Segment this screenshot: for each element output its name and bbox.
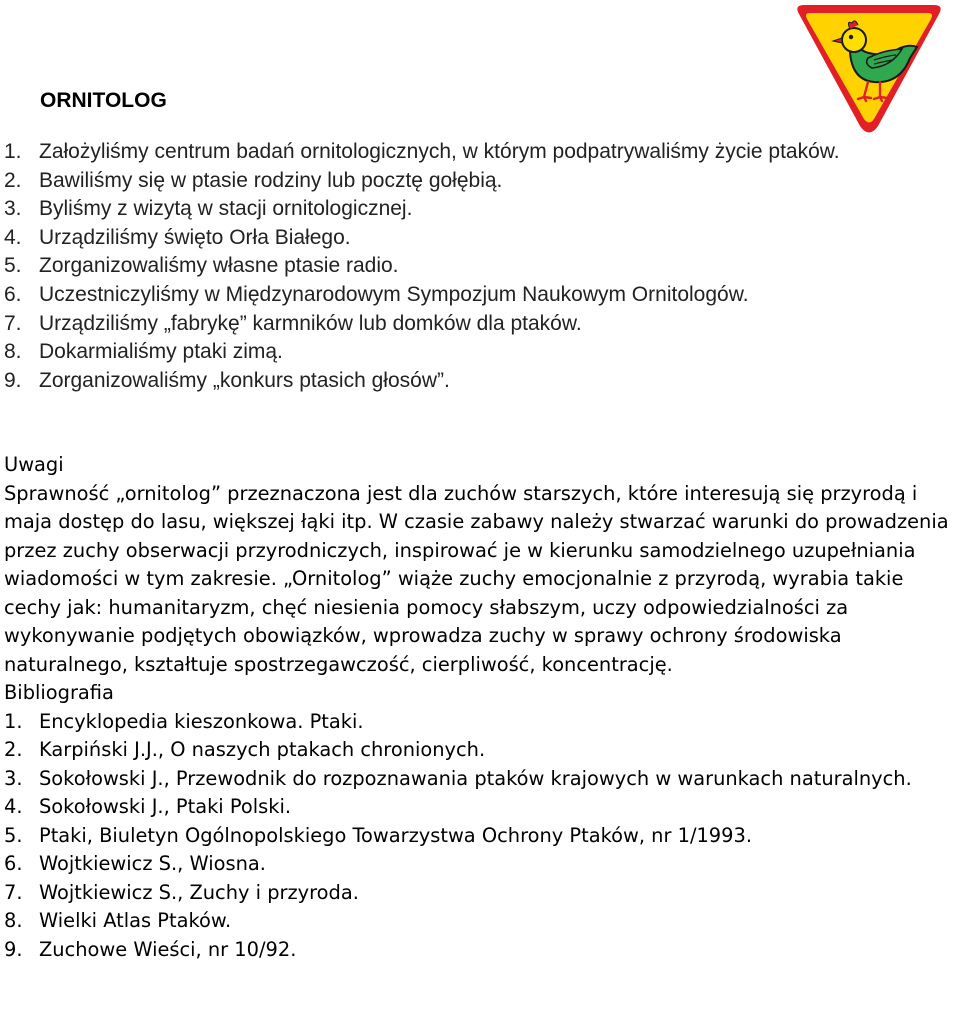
bibliography-text: Encyklopedia kieszonkowa. Ptaki.: [39, 709, 364, 733]
notes-heading: Uwagi: [4, 453, 64, 476]
bibliography-number: 2.: [4, 738, 23, 761]
list-item-number: 4.: [4, 225, 22, 249]
list-item-text: Bawiliśmy się w ptasie rodziny lub pocztę gołębią.: [39, 168, 503, 192]
list-item-number: 3.: [4, 197, 22, 221]
bibliography-item: [4, 736, 960, 765]
bibliography-text: Zuchowe Wieści, nr 10/92.: [39, 937, 297, 961]
list-item-number: 5.: [4, 254, 22, 278]
bibliography-text: Wielki Atlas Ptaków.: [39, 909, 232, 932]
notes-text: Sprawność „ornitolog” przeznaczona jest dla zuchów starszych, które interesują się przyrodą i maja dostęp do lasu, większej łąki itp. W czasie zabawy należy stwarzać warunki do prowadzenia przez zuchy obserwacji przyrodniczych, inspirować je w kierunku samodzielnego uzupełniania wiadomości w tym zakresie. „Ornitolog” wiąże zuchy emocjonalnie z przyrodą, wyrabia takie cechy jak: humanitaryzm, chęć niesienia pomocy słabszym, uczy odpowiedzialności za wykonywanie podjętych obowiązków, wprowadza zuchy w sprawy ochrony środowiska naturalnego, kształtuje spostrzegawczość, cierpliwość, koncentrację.: [4, 481, 949, 676]
bibliography-number: 8.: [4, 909, 23, 932]
list-item: [4, 252, 924, 281]
bibliography-item: [4, 879, 960, 908]
list-item: [4, 367, 924, 396]
list-item: [4, 281, 924, 310]
list-item: [4, 195, 924, 224]
list-item-number: 2.: [4, 168, 22, 192]
bibliography-item: [4, 822, 960, 851]
bibliography-item: [4, 907, 960, 936]
bibliography-number: 3.: [4, 766, 23, 790]
ornitolog-badge-bird-icon: [792, 2, 946, 136]
list-item: [4, 338, 924, 367]
list-item: [4, 167, 924, 196]
bibliography-item: [4, 850, 960, 879]
list-item-number: 1.: [4, 140, 22, 163]
bibliography-text: Sokołowski J., Ptaki Polski.: [39, 795, 291, 818]
bibliography-item: [4, 708, 960, 737]
bibliography-number: 7.: [4, 880, 23, 904]
list-item-number: 6.: [4, 282, 22, 306]
bibliography-text: Karpiński J.J., O naszych ptakach chronionych.: [39, 738, 486, 761]
list-item-text: Urządziliśmy święto Orła Białego.: [39, 225, 351, 249]
bibliography-number: 1.: [4, 709, 23, 733]
bibliography-number: 6.: [4, 852, 23, 875]
bibliography-number: 4.: [4, 795, 23, 818]
list-item-text: Byliśmy z wizytą w stacji ornitologicznej.: [39, 197, 413, 221]
list-item-text: Zorganizowaliśmy „konkurs ptasich głosów”.: [39, 368, 450, 392]
achievements-list: [4, 138, 924, 395]
list-item: [4, 224, 924, 253]
list-item-number: 7.: [4, 311, 22, 335]
list-item-text: Zorganizowaliśmy własne ptasie radio.: [39, 254, 399, 278]
bibliography-text: Ptaki, Biuletyn Ogólnopolskiego Towarzystwa Ochrony Ptaków, nr 1/1993.: [39, 823, 752, 847]
list-item-number: 9.: [4, 368, 22, 392]
list-item-text: Urządziliśmy „fabrykę” karmników lub domków dla ptaków.: [39, 311, 582, 335]
bibliography-item: [4, 765, 960, 794]
list-item-number: 8.: [4, 340, 22, 364]
bibliography-number: 9.: [4, 937, 23, 961]
bibliography-text: Wojtkiewicz S., Wiosna.: [39, 852, 266, 875]
list-item-text: Założyliśmy centrum badań ornitologicznych, w którym podpatrywaliśmy życie ptaków.: [39, 140, 840, 163]
bibliography-number: 5.: [4, 823, 23, 847]
notes-and-bibliography: [4, 451, 960, 964]
list-item-text: Uczestniczyliśmy w Międzynarodowym Sympozjum Naukowym Ornitologów.: [39, 282, 749, 306]
list-item-text: Dokarmialiśmy ptaki zimą.: [39, 340, 283, 364]
bibliography-text: Sokołowski J., Przewodnik do rozpoznawania ptaków krajowych w warunkach naturalnych.: [39, 766, 912, 790]
bibliography-list: [4, 708, 960, 965]
bibliography-text: Wojtkiewicz S., Zuchy i przyroda.: [39, 880, 359, 904]
bibliography-item: [4, 793, 960, 822]
bibliography-heading: Bibliografia: [4, 681, 114, 704]
list-item: [4, 138, 924, 167]
list-item: [4, 310, 924, 339]
bibliography-item: [4, 936, 960, 965]
document-title: ORNITOLOG: [40, 89, 167, 112]
